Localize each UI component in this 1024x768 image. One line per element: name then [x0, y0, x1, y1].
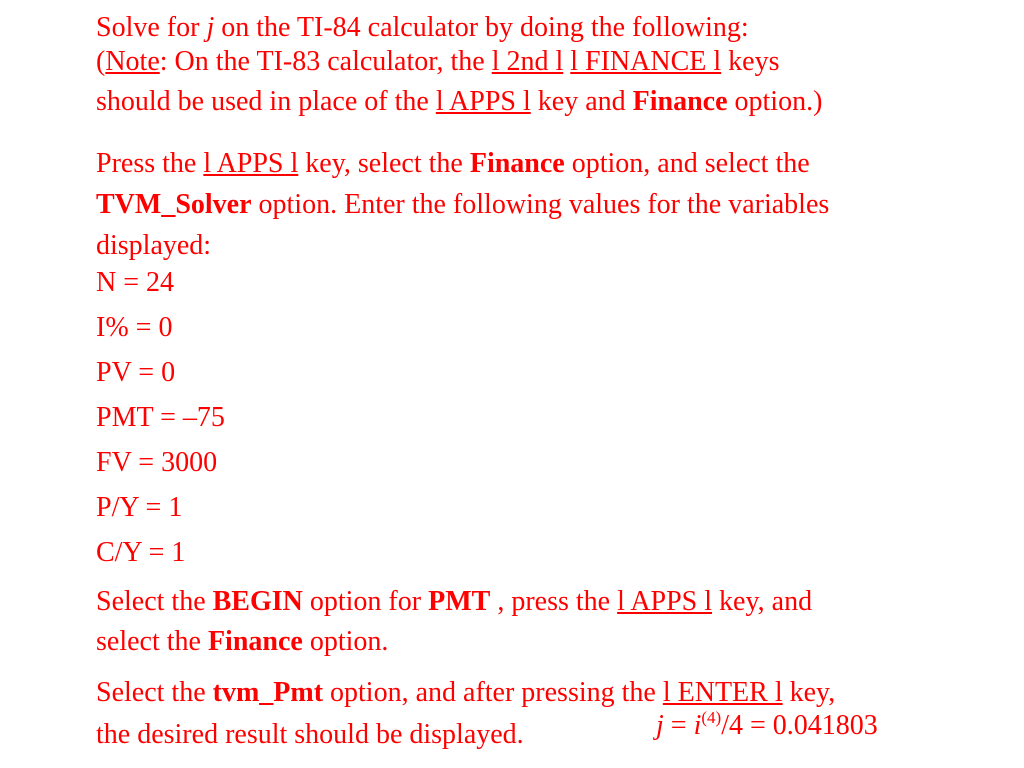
result-formula: $j = i^{(4)}/4 = 0.041803$ — [656, 708, 878, 741]
variable-i-percent: I% = 0 — [96, 312, 173, 343]
variable-fv: FV = 3000 — [96, 447, 218, 478]
step1-line-1: Press the l APPS l key, select the Finance option, and select the — [96, 148, 810, 179]
key-apps: l APPS l — [203, 148, 299, 179]
intro-line-3: should be used in place of the l APPS l key and Finance option.) — [96, 86, 823, 117]
variable-py: P/Y = 1 — [96, 492, 183, 523]
step2-line-1: Select the BEGIN option for PMT , press the l APPS l key, and — [96, 586, 813, 617]
note-label: Note — [105, 46, 160, 77]
step1-line-2: TVM_Solver option. Enter the following values for the variables — [96, 189, 830, 220]
step1-line-3: displayed: — [96, 230, 212, 261]
step3-line-2: the desired result should be displayed. — [96, 719, 524, 750]
intro-line-2: (Note: On the TI-83 calculator, the l 2nd l l FINANCE l keys — [96, 46, 780, 77]
key-apps: l APPS l — [617, 586, 713, 617]
variable-pv: PV = 0 — [96, 357, 176, 388]
key-enter: l ENTER l — [662, 677, 783, 708]
variable-pmt: PMT = –75 — [96, 402, 225, 433]
key-finance: l FINANCE l — [570, 46, 722, 77]
variable-j: j — [206, 12, 215, 43]
step3-line-1: Select the tvm_Pmt option, and after pressing the l ENTER l key, — [96, 677, 836, 708]
intro-line-1: Solve for j on the TI-84 calculator by doing the following: — [96, 12, 749, 43]
variable-n: N = 24 — [96, 267, 175, 298]
key-apps: l APPS l — [435, 86, 531, 117]
key-2nd: l 2nd l — [491, 46, 564, 77]
step2-line-2: select the Finance option. — [96, 626, 389, 657]
variable-cy: C/Y = 1 — [96, 537, 186, 568]
